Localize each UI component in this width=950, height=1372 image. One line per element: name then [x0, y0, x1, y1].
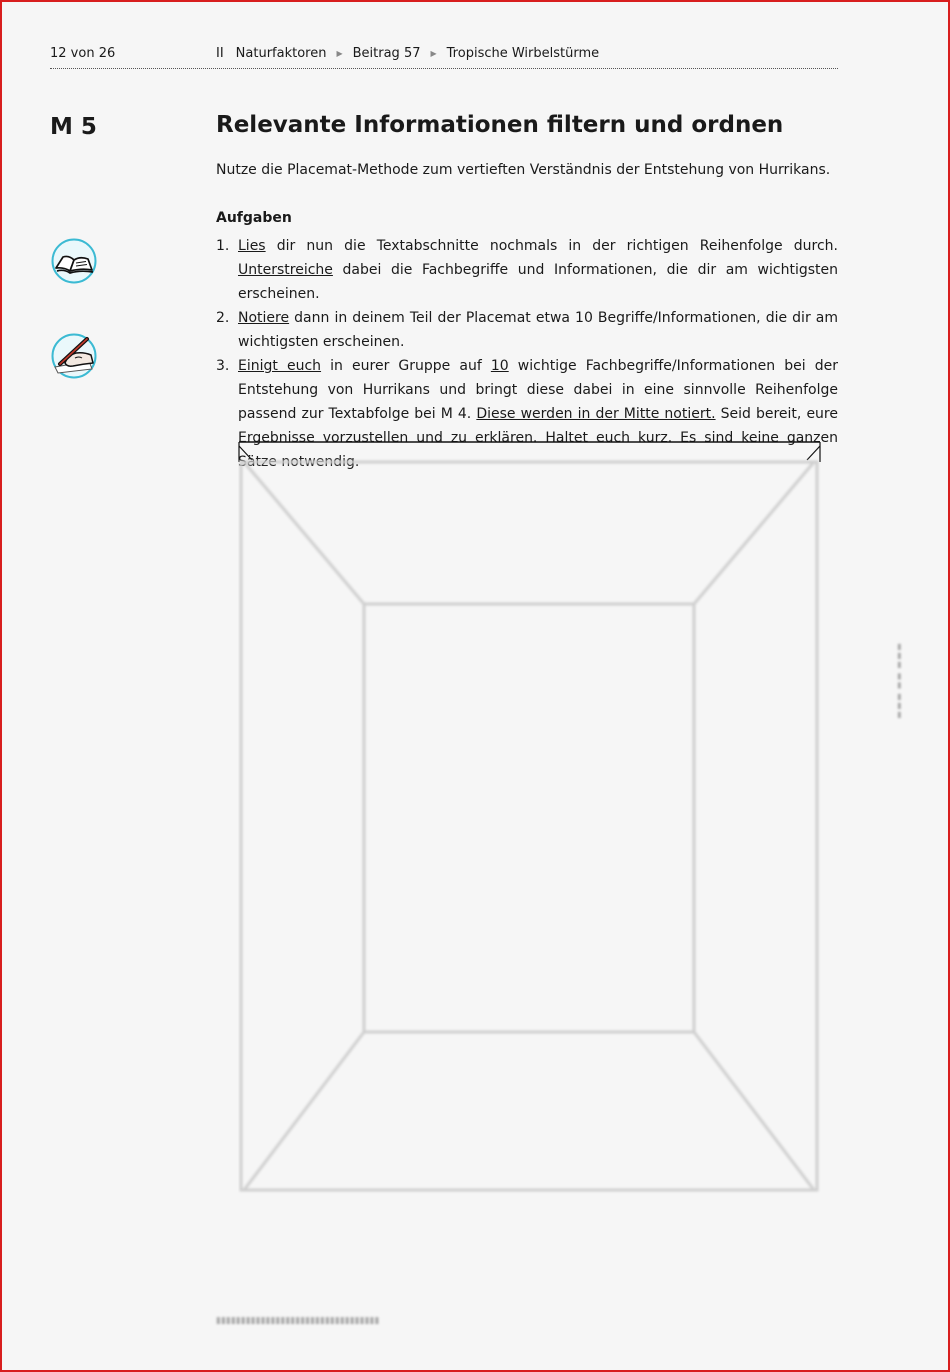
tasks-heading: Aufgaben	[216, 210, 292, 226]
page-title: Relevante Informationen filtern und ordnen	[216, 112, 784, 138]
task-item	[216, 306, 838, 354]
placemat-diagram	[238, 440, 822, 1200]
side-code: ▮▮▮ ▮▮ ▮▮▮	[895, 642, 904, 720]
task-item	[216, 234, 838, 306]
intro-text: Nutze die Placemat-Methode zum vertieften Verständnis der Entstehung von Hurrikans.	[216, 162, 831, 178]
task-number: 2.	[216, 310, 230, 326]
task-emphasis: Diese werden in der Mitte notiert.	[476, 406, 716, 422]
task-text: dabei die Fachbegriffe und Informationen, die dir am wichtigsten erscheinen.	[238, 262, 838, 302]
breadcrumb	[216, 46, 599, 61]
task-verb: Einigt euch	[238, 358, 322, 374]
page-header	[50, 46, 838, 69]
page-footer: ▮▮▮▮▮▮▮▮▮▮▮▮▮▮▮▮▮▮▮▮▮▮▮▮▮▮▮▮▮▮▮▮▮	[216, 1316, 380, 1326]
material-label: M 5	[50, 114, 97, 140]
placemat-center-field	[364, 604, 694, 1032]
task-text: dann in deinem Teil der Placemat etwa 10 Begriffe/Informationen, die dir am wichtigsten erscheinen.	[238, 310, 838, 350]
task-verb: Notiere	[238, 310, 290, 326]
task-text: Seid bereit, eure Ergebnisse vorzustellen und zu erklären. Haltet euch kurz. Es sind keine ganzen Sätze notwendig.	[238, 406, 838, 470]
task-count: 10	[490, 358, 509, 374]
breadcrumb-article: Beitrag 57	[352, 46, 421, 61]
task-text: dir nun die Textabschnitte nochmals in der richtigen Reihenfolge durch.	[265, 238, 838, 254]
task-list	[216, 234, 838, 474]
breadcrumb-section-number: II	[216, 46, 224, 61]
breadcrumb-topic: Tropische Wirbelstürme	[446, 46, 600, 61]
breadcrumb-separator-icon: ▶	[336, 49, 343, 58]
task-verb: Lies	[238, 238, 266, 254]
breadcrumb-section: Naturfaktoren	[235, 46, 327, 61]
page-counter: 12 von 26	[50, 46, 116, 61]
hand-writing-icon	[51, 333, 97, 379]
task-verb: Unterstreiche	[238, 262, 333, 278]
open-book-icon	[51, 238, 97, 284]
task-text: in eurer Gruppe auf	[321, 358, 491, 374]
task-number: 1.	[216, 238, 230, 254]
task-text: wichtige Fachbegriffe/Informationen bei der Entstehung von Hurrikans und bringt diese dabei in eine sinnvolle Reihenfolge passend zur Textabfolge bei M 4.	[238, 358, 839, 422]
breadcrumb-separator-icon: ▶	[430, 49, 437, 58]
task-number: 3.	[216, 358, 230, 374]
